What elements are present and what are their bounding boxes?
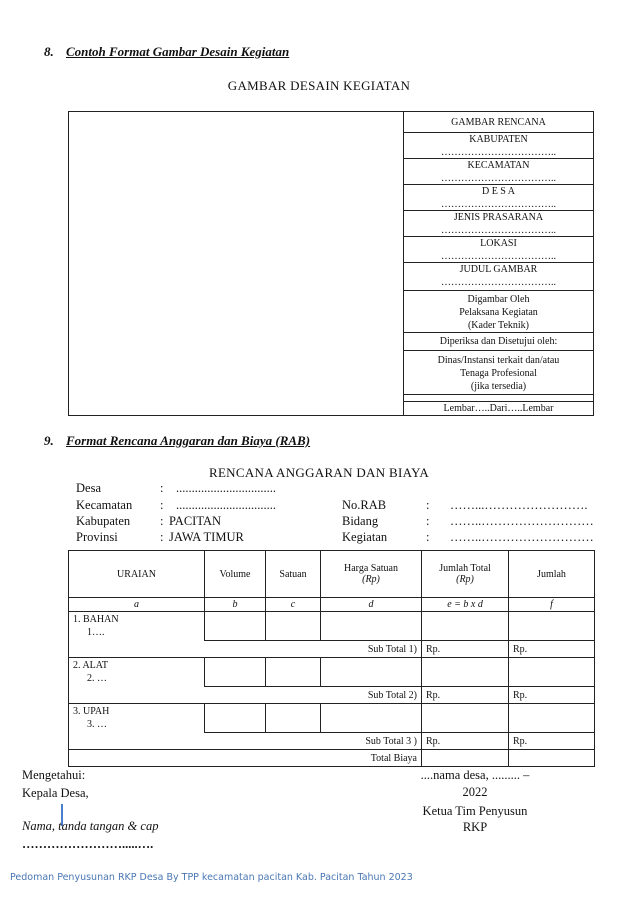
table-row (69, 704, 595, 733)
item-sub: 3. … (87, 719, 107, 731)
column-letter: e = b x d (422, 598, 509, 612)
field-dots: …………………………….. (441, 225, 556, 236)
title-block (403, 112, 593, 415)
table-row (69, 612, 595, 641)
info-sep: : (160, 514, 164, 528)
volume-cell (205, 612, 266, 641)
info-desa-value: ................................ (176, 481, 276, 495)
field-dots: …………………………….. (441, 147, 556, 158)
checked-by-cell: Diperiksa dan Disetujui oleh: (404, 333, 593, 351)
satuan-cell (266, 658, 321, 687)
item-label: 1. BAHAN (73, 614, 119, 626)
sig-left-line2: Kepala Desa, (22, 786, 89, 800)
total-biaya-label: Total Biaya (69, 750, 422, 767)
sheet-cell: Lembar…..Dari…..Lembar (443, 403, 554, 414)
column-letter: f (509, 598, 595, 612)
subtotal-row (69, 641, 595, 658)
field-label: JENIS PRASARANA (453, 212, 544, 223)
drawing-frame (68, 111, 594, 416)
rab-title: RENCANA ANGGARAN DAN BIAYA (208, 465, 430, 480)
info-sep: : (160, 530, 164, 544)
info-bidang-value: ……..……………………… (450, 514, 594, 528)
agency-line: (jika tersedia) (470, 381, 527, 392)
subtotal-jumlah-rp: Rp. (509, 733, 595, 750)
field-dots: …………………………….. (441, 277, 556, 288)
subtotal-jumlah-rp: Rp. (509, 641, 595, 658)
item-cell (69, 704, 205, 733)
item-cell (69, 612, 205, 641)
jumlah-cell (509, 658, 595, 687)
subtotal-rp: Rp. (422, 687, 509, 704)
title-block-header: GAMBAR RENCANA (404, 112, 593, 133)
column-letter: a (69, 598, 205, 612)
info-provinsi-value: JAWA TIMUR (169, 530, 244, 544)
column-letter-row (69, 598, 595, 612)
section-number: 8. (44, 44, 54, 59)
sig-right-line1: ....nama desa, ......... – (420, 768, 530, 782)
header-harga (321, 551, 422, 598)
info-kabupaten-label: Kabupaten (76, 514, 131, 528)
rab-table (68, 550, 595, 767)
header-satuan: Satuan (266, 551, 321, 598)
info-sep: : (426, 498, 430, 512)
harga-cell (321, 658, 422, 687)
drawn-by-line: (Kader Teknik) (467, 320, 530, 331)
subtotal-row (69, 687, 595, 704)
item-sub: 1…. (87, 627, 105, 639)
drawn-by-cell (404, 291, 593, 333)
info-provinsi-label: Provinsi (76, 530, 118, 544)
satuan-cell (266, 612, 321, 641)
sig-left-line3: Nama, tanda tangan & cap (22, 819, 159, 833)
column-letter: d (321, 598, 422, 612)
section-number: 9. (44, 433, 54, 448)
subtotal-label: Sub Total 2) (69, 687, 422, 704)
field-label: KABUPATEN (469, 134, 528, 145)
info-norab-label: No.RAB (342, 498, 387, 512)
total-row (69, 750, 595, 767)
sig-right-line3: Ketua Tim Penyusun (422, 804, 528, 818)
info-sep: : (426, 530, 430, 544)
info-sep: : (160, 481, 164, 495)
harga-cell (321, 612, 422, 641)
field-kabupaten (404, 133, 593, 159)
total-cell (422, 658, 509, 687)
total-cell (422, 612, 509, 641)
agency-line: Dinas/Instansi terkait dan/atau (437, 355, 560, 366)
total-cell (422, 704, 509, 733)
field-desa (404, 185, 593, 211)
subtotal-rp: Rp. (422, 733, 509, 750)
field-lokasi (404, 237, 593, 263)
total-biaya-cell (422, 750, 509, 767)
jumlah-cell (509, 704, 595, 733)
field-judul-gambar (404, 263, 593, 291)
section-8-heading (44, 44, 289, 60)
field-kecamatan (404, 159, 593, 185)
header-harga-label: Harga Satuan (344, 563, 398, 574)
info-norab-value: ……...……………………. (450, 498, 588, 512)
satuan-cell (266, 704, 321, 733)
item-sub: 2. … (87, 673, 107, 685)
subtotal-label: Sub Total 1) (69, 641, 422, 658)
blank-cell (404, 395, 593, 402)
subtotal-jumlah-rp: Rp. (509, 687, 595, 704)
page-footer: Pedoman Penyusunan RKP Desa By TPP kecamatan pacitan Kab. Pacitan Tahun 2023 (10, 872, 413, 883)
header-total (422, 551, 509, 598)
jumlah-cell (509, 612, 595, 641)
header-volume: Volume (205, 551, 266, 598)
agency-cell (404, 351, 593, 395)
field-label: KECAMATAN (467, 160, 530, 171)
item-cell (69, 658, 205, 687)
field-label: D E S A (481, 186, 516, 197)
item-label: 2. ALAT (73, 660, 108, 672)
sig-left-line4: …………………….....…. (22, 837, 154, 851)
agency-line: Tenaga Profesional (460, 368, 537, 379)
section-title: Contoh Format Gambar Desain Kegiatan (66, 44, 290, 59)
header-total-label: Jumlah Total (439, 563, 491, 574)
info-kecamatan-value: ................................ (176, 498, 276, 512)
subtotal-label: Sub Total 3 ) (69, 733, 422, 750)
info-sep: : (160, 498, 164, 512)
info-sep: : (426, 514, 430, 528)
drawn-by-line: Digambar Oleh (467, 294, 530, 305)
sig-left-line1: Mengetahui: (22, 768, 86, 782)
header-jumlah: Jumlah (509, 551, 595, 598)
subtotal-rp: Rp. (422, 641, 509, 658)
header-total-unit: (Rp) (456, 574, 474, 585)
section-title: Format Rencana Anggaran dan Biaya (RAB) (66, 433, 311, 448)
table-header-row (69, 551, 595, 598)
info-kegiatan-label: Kegiatan (342, 530, 388, 544)
section-9-heading (44, 433, 310, 449)
header-harga-unit: (Rp) (362, 574, 380, 585)
volume-cell (205, 704, 266, 733)
column-letter: b (205, 598, 266, 612)
harga-cell (321, 704, 422, 733)
field-label: LOKASI (480, 238, 517, 249)
sig-right-line2: 2022 (462, 785, 488, 799)
field-dots: …………………………….. (441, 173, 556, 184)
total-biaya-jumlah-cell (509, 750, 595, 767)
sig-right-line4: RKP (462, 820, 488, 834)
info-kegiatan-value: ……..……………………… (450, 530, 594, 544)
field-dots: …………………………….. (441, 199, 556, 210)
field-dots: …………………………….. (441, 251, 556, 262)
gambar-title: GAMBAR DESAIN KEGIATAN (227, 78, 411, 93)
column-letter: c (266, 598, 321, 612)
field-jenis-prasarana (404, 211, 593, 237)
header-uraian: URAIAN (69, 551, 205, 598)
subtotal-row (69, 733, 595, 750)
volume-cell (205, 658, 266, 687)
info-kecamatan-label: Kecamatan (76, 498, 133, 512)
info-bidang-label: Bidang (342, 514, 379, 528)
drawn-by-line: Pelaksana Kegiatan (459, 307, 538, 318)
info-kabupaten-value: PACITAN (169, 514, 222, 528)
info-desa-label: Desa (76, 481, 101, 495)
field-label: JUDUL GAMBAR (459, 264, 538, 275)
table-row (69, 658, 595, 687)
item-label: 3. UPAH (73, 706, 110, 718)
